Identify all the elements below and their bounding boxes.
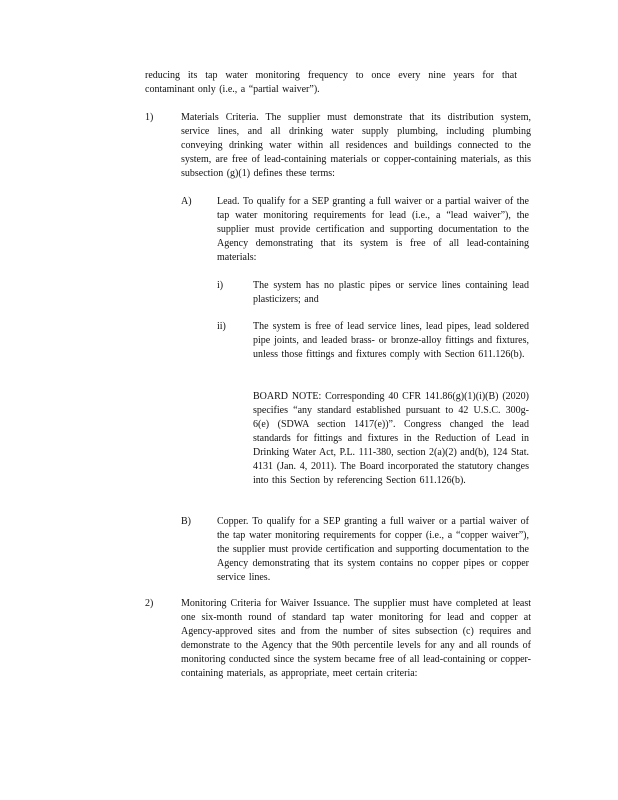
subitem-letter: B) [181, 516, 191, 527]
intro-paragraph: reducing its tap water monitoring frequency to once every nine years for that contaminant only (i.e., a “partial waiver”). [145, 70, 517, 95]
clause-numeral: i) [217, 280, 224, 291]
materials-criteria-paragraph: Materials Criteria. The supplier must demonstrate that its distribution system, service lines, and all drinking water supply plumbing, including plumbing conveying drinking water within all residences and buildings connected to the system, are free of lead-containing materials or copper-containing materials, as this subsection (g)(1) defines these terms: [181, 112, 531, 179]
lead-paragraph: Lead. To qualify for a SEP granting a full waiver or a partial waiver of the tap water monitoring requirements for lead (i.e., a “lead waiver”), the supplier must provide certification and supporting documentation to the Agency demonstrating that its system is free of all lead-containing materials: [217, 196, 529, 263]
board-note: BOARD NOTE: Corresponding 40 CFR 141.86(g)(1)(i)(B) (2020) specifies “any standard established pursuant to 42 U.S.C. 300g-6(e) (SDWA section 1417(e))”. Congress changed the lead standards for fittings and fixtures in the Reduction of Lead in Drinking Water Act, P.L. 111-380, section 2(a)(2) and(b), 124 Stat. 4131 (Jan. 4, 2011). The Board incorporated the statutory changes into this Section by referencing Section 611.126(b). [253, 391, 529, 486]
clause-ii-paragraph: The system is free of lead service lines, lead pipes, lead soldered pipe joints, and leaded brass- or bronze-alloy fittings and fixtures, unless those fittings and fixtures comply with Section 611.126(b). [253, 321, 529, 360]
subitem-letter: A) [181, 196, 192, 207]
item-number: 1) [145, 112, 154, 123]
item-number: 2) [145, 598, 154, 609]
clause-numeral: ii) [217, 321, 226, 332]
copper-paragraph: Copper. To qualify for a SEP granting a full waiver or a partial waiver of the tap water monitoring requirements for copper (i.e., a “copper waiver”), the supplier must provide certification and supporting documentation to the Agency demonstrating that its system contains no copper pipes or copper service lines. [217, 516, 529, 583]
clause-i-paragraph: The system has no plastic pipes or service lines containing lead plasticizers; and [253, 280, 529, 305]
monitoring-criteria-paragraph: Monitoring Criteria for Waiver Issuance. The supplier must have completed at least one six-month round of standard tap water monitoring for lead and copper at Agency-approved sites and from the number of sites subsection (c) requires and demonstrate to the Agency that the 90th percentile levels for any and all rounds of monitoring conducted since the system became free of all lead-containing or copper-containing materials, as appropriate, meet certain criteria: [181, 598, 531, 679]
